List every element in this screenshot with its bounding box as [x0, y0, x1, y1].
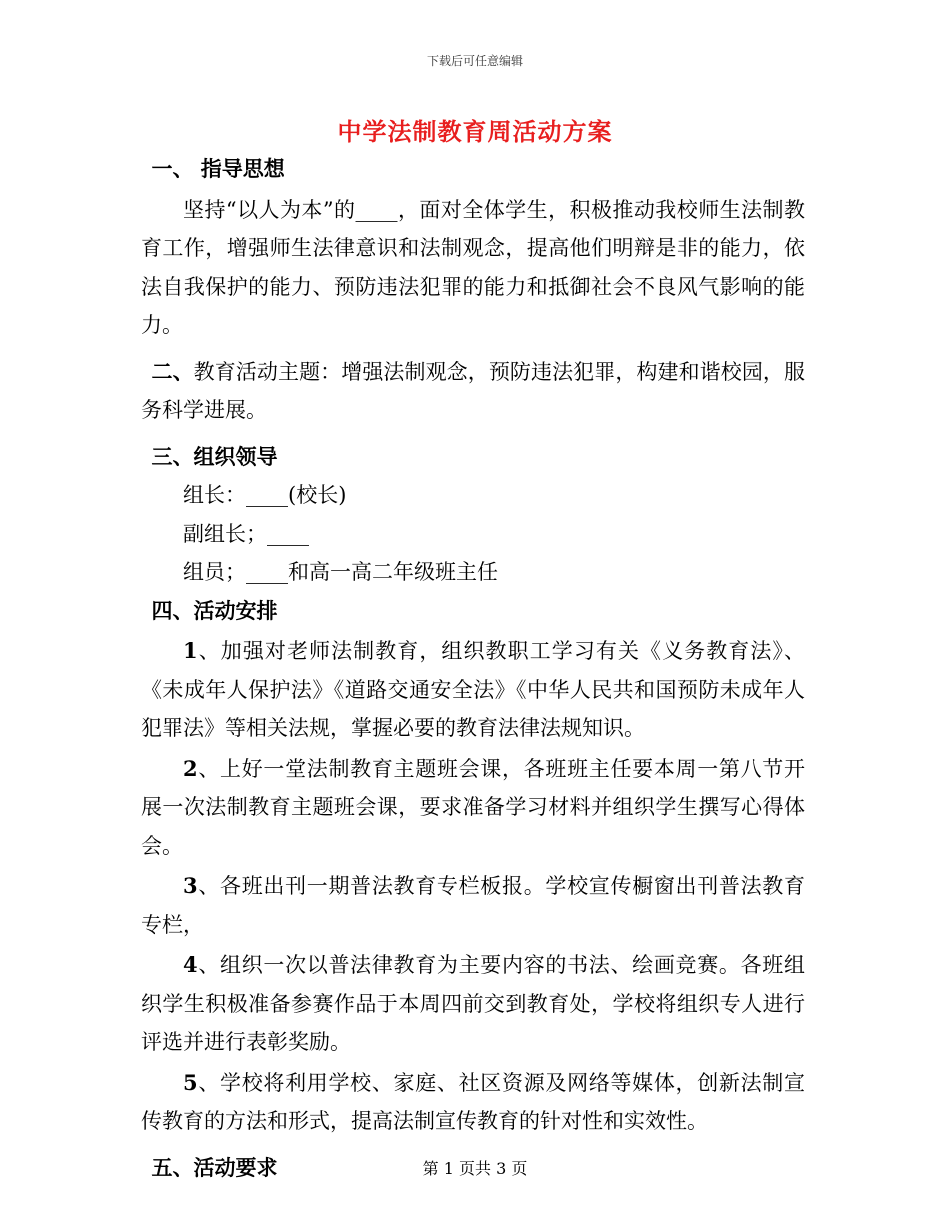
- document-title: 中学法制教育周活动方案: [337, 117, 613, 146]
- item-number: 1: [183, 638, 198, 663]
- item-number: 2: [183, 755, 198, 781]
- page-number-footer: 第 1 页共 3 页: [422, 1159, 528, 1178]
- section-heading-guiding-thought: 一、 指导思想: [151, 156, 285, 181]
- section-heading-organization: 三、组织领导: [151, 443, 278, 469]
- item-text: 、学校将利用学校、家庭、社区资源及网络等媒体，创新法制宣传教育的方法和形式，提高法制宣传教育的针对性和实效性。: [141, 1070, 805, 1133]
- members-line: 组员；____和高一高二年级班主任: [183, 560, 498, 584]
- item-text: 、加强对老师法制教育，组织教职工学习有关《义务教育法》、《未成年人保护法》《道路交通安全法》《中华人民共和国预防未成年人犯罪法》等相关法规，掌握必要的教育法律法规知识。: [141, 639, 805, 740]
- item-number: 4: [183, 952, 198, 977]
- list-item: [141, 1064, 805, 1141]
- item-text: 、组织一次以普法律教育为主要内容的书法、绘画竞赛。各班组织学生积极准备参赛作品于本周四前交到教育处，学校将组织专人进行评选并进行表彰奖励。: [141, 953, 805, 1054]
- section-number: 二、: [151, 358, 194, 384]
- list-item: [141, 867, 805, 944]
- list-item: [141, 946, 805, 1062]
- item-number: 5: [183, 1069, 198, 1095]
- leader-line: 组长：____(校长): [183, 483, 347, 507]
- item-text: 、上好一堂法制教育主题班会课，各班班主任要本周一第八节开展一次法制教育主题班会课，要求准备学习材料并组织学生撰写心得体会。: [141, 756, 805, 858]
- item-text: 、各班出刊一期普法教育专栏板报。学校宣传橱窗出刊普法教育专栏，: [141, 874, 805, 937]
- item-number: 3: [183, 873, 198, 898]
- header-note: 下载后可任意编辑: [426, 54, 523, 68]
- activity-theme-text: 教育活动主题：增强法制观念，预防违法犯罪，构建和谐校园，服务科学进展。: [141, 359, 806, 422]
- document-body: [141, 150, 805, 1187]
- list-item: [141, 750, 805, 866]
- section-heading-activity-requirements: 五、活动要求: [151, 1154, 278, 1180]
- paragraph-guiding-thought: 坚持“以人为本”的____，面对全体学生，积极推动我校师生法制教育工作，增强师生法律意识和法制观念，提高他们明辩是非的能力，依法自我保护的能力、预防违法犯罪的能力和抵御社会不良风气影响的能力。: [141, 197, 805, 337]
- section-heading-activity-plan: 四、活动安排: [151, 597, 278, 623]
- deputy-leader-line: 副组长；____: [183, 521, 309, 546]
- section-activity-theme: [141, 353, 805, 430]
- list-item: [141, 632, 805, 748]
